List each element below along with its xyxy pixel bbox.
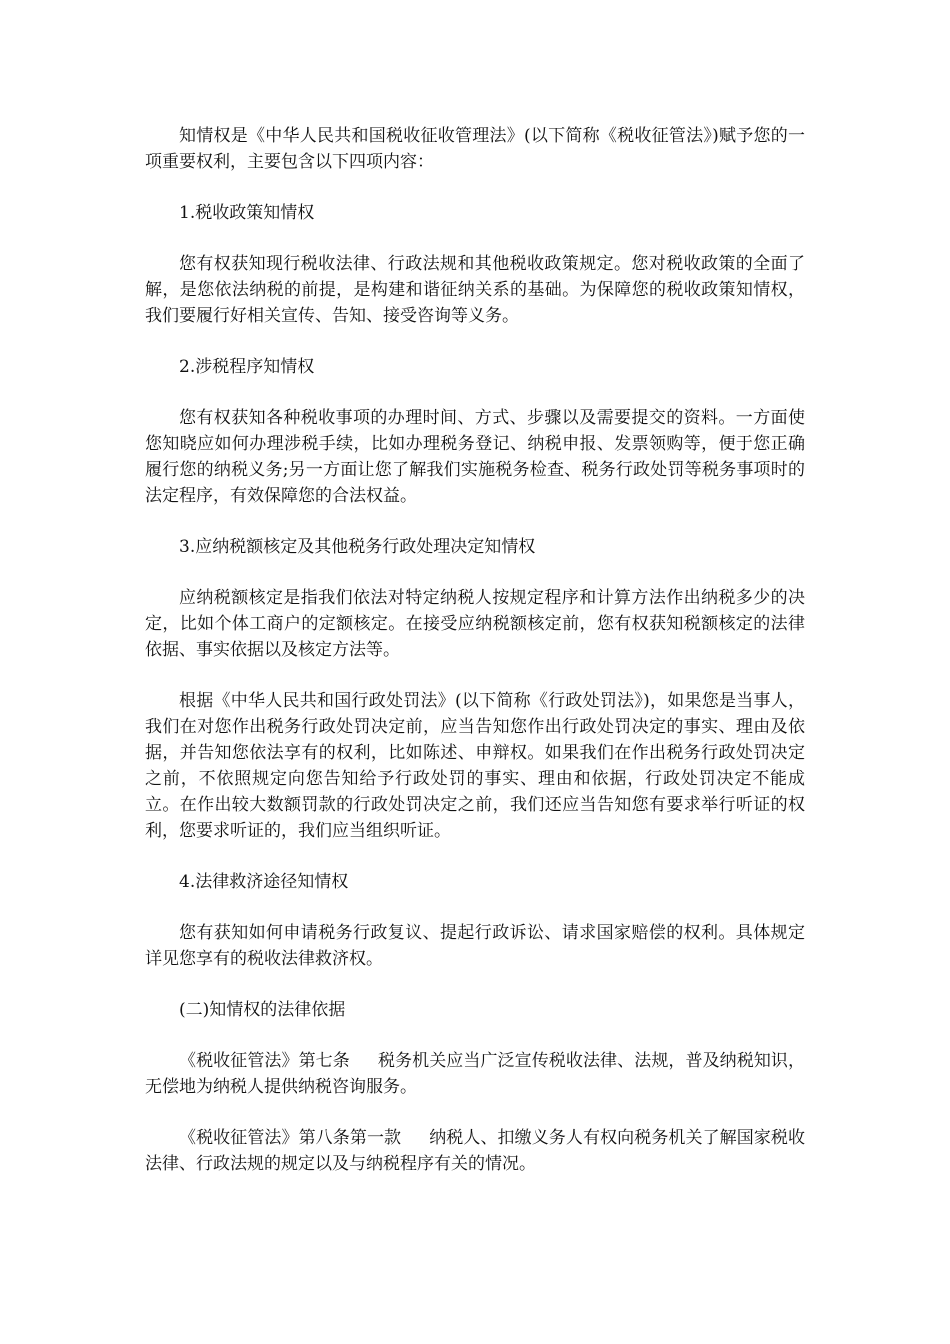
legal-citation-1 [145, 1048, 805, 1100]
citation-text: 税务机关应当广泛宣传税收法律、法规，普及纳税知识，无偿地为纳税人提供纳税咨询服务。 [145, 1051, 806, 1097]
section-body-4: 您有获知如何申请税务行政复议、提起行政诉讼、请求国家赔偿的权利。具体规定详见您享有的税收法律救济权。 [145, 923, 805, 969]
section-heading-2: 2.涉税程序知情权 [179, 357, 315, 377]
document-page [145, 123, 805, 1202]
section-heading-1: 1.税收政策知情权 [179, 203, 315, 223]
section-body-2: 您有权获知各种税收事项的办理时间、方式、步骤以及需要提交的资料。一方面使您知晓应如何办理涉税手续，比如办理税务登记、纳税申报、发票领购等，便于您正确履行您的纳税义务;另一方面让您了解我们实施税务检查、税务行政处罚等税务事项时的法定程序，有效保障您的合法权益。 [145, 408, 805, 506]
intro-paragraph: 知情权是《中华人民共和国税收征收管理法》(以下简称《税收征管法》)赋予您的一项重要权利，主要包含以下四项内容： [145, 126, 805, 172]
legal-citation-2 [145, 1125, 805, 1177]
section-heading-4: 4.法律救济途径知情权 [179, 872, 349, 892]
section-body-3b: 根据《中华人民共和国行政处罚法》(以下简称《行政处罚法》)，如果您是当事人，我们在对您作出税务行政处罚决定前，应当告知您作出行政处罚决定的事实、理由及依据，并告知您依法享有的权利，比如陈述、申辩权。如果我们在作出税务行政处罚决定之前，不依照规定向您告知给予行政处罚的事实、理由和依据，行政处罚决定不能成立。在作出较大数额罚款的行政处罚决定之前，我们还应当告知您有要求举行听证的权利，您要求听证的，我们应当组织听证。 [145, 691, 805, 841]
citation-source: 《税收征管法》第八条第一款 [179, 1128, 402, 1148]
citation-source: 《税收征管法》第七条 [179, 1051, 350, 1071]
legal-basis-heading: (二)知情权的法律依据 [179, 1000, 346, 1020]
citation-text: 纳税人、扣缴义务人有权向税务机关了解国家税收法律、行政法规的规定以及与纳税程序有关的情况。 [145, 1128, 806, 1174]
section-body-3a: 应纳税额核定是指我们依法对特定纳税人按规定程序和计算方法作出纳税多少的决定，比如个体工商户的定额核定。在接受应纳税额核定前，您有权获知税额核定的法律依据、事实依据以及核定方法等。 [145, 588, 805, 660]
section-heading-3: 3.应纳税额核定及其他税务行政处理决定知情权 [179, 537, 536, 557]
section-body-1: 您有权获知现行税收法律、行政法规和其他税收政策规定。您对税收政策的全面了解，是您依法纳税的前提，是构建和谐征纳关系的基础。为保障您的税收政策知情权，我们要履行好相关宣传、告知、接受咨询等义务。 [145, 254, 805, 326]
